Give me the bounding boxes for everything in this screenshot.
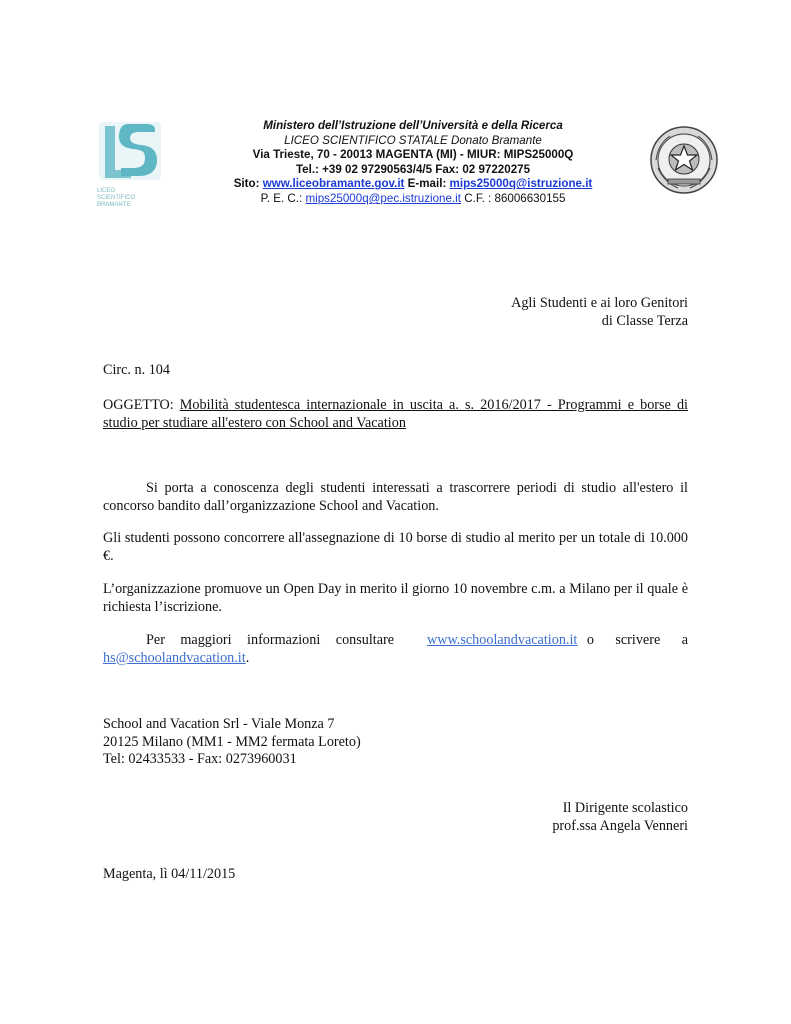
email-label: E-mail: xyxy=(407,177,447,191)
paragraph-4-prefix: Per maggiori informazioni consultare xyxy=(146,632,395,648)
pec-link[interactable]: mips25000q@pec.istruzione.it xyxy=(305,191,461,205)
paragraph-1-text: Si porta a conoscenza degli studenti interessati a trascorrere periodi di studio all'estero il concorso bandito dall’organizzazione School and Vacation. xyxy=(103,480,688,514)
circular-number: Circ. n. 104 xyxy=(103,362,170,378)
header-ministry: Ministero dell’Istruzione dell’Università e della Ricerca xyxy=(263,119,563,132)
subject xyxy=(103,397,688,432)
pec-label: P. E. C.: xyxy=(260,191,303,205)
school-logo-mark xyxy=(97,120,163,182)
recipients-line-2: di Classe Terza xyxy=(601,312,688,329)
website-link[interactable]: www.liceobramante.gov.it xyxy=(262,177,405,191)
paragraph-3 xyxy=(103,581,688,616)
signature-role: Il Dirigente scolastico xyxy=(562,800,688,816)
italian-republic-emblem xyxy=(648,124,720,196)
letterhead xyxy=(178,119,648,207)
signature-block xyxy=(388,800,688,835)
header-web-line xyxy=(178,177,648,192)
signature-name: prof.ssa Angela Venneri xyxy=(552,817,688,834)
school-logo xyxy=(97,120,167,210)
header-phone: Tel.: +39 02 97290563/4/5 Fax: 02 97220275 xyxy=(295,162,531,176)
logo-text-1: LICEO xyxy=(97,188,116,194)
paragraph-1 xyxy=(103,480,688,515)
recipients-line-1: Agli Studenti e ai loro Genitori xyxy=(511,295,688,311)
subject-label: OGGETTO: xyxy=(103,397,174,413)
paragraph-4-mid: o scrivere a xyxy=(586,632,689,648)
header-school-name: LICEO SCIENTIFICO STATALE Donato Bramante xyxy=(284,133,542,147)
header-pec-line xyxy=(178,192,648,207)
subject-text: Mobilità studentesca internazionale in uscita a. s. 2016/2017 - Programmi e borse di studio per studiare all'estero con School and Vacation xyxy=(103,397,688,431)
header-address: Via Trieste, 70 - 20013 MAGENTA (MI) - MIUR: MIPS25000Q xyxy=(252,148,574,162)
sito-label: Sito: xyxy=(233,177,260,191)
paragraph-4 xyxy=(103,632,688,667)
paragraph-2-text: Gli studenti possono concorrere all'assegnazione di 10 borse di studio al merito per un totale di 10.000 €. xyxy=(103,530,688,564)
logo-text-3: BRAMANTE xyxy=(97,202,131,208)
paragraph-3-text: L’organizzazione promuove un Open Day in merito il giorno 10 novembre c.m. a Milano per il quale è richiesta l’iscrizione. xyxy=(103,581,688,615)
address-line-2: 20125 Milano (MM1 - MM2 fermata Loreto) xyxy=(103,733,361,750)
address-line-1: School and Vacation Srl - Viale Monza 7 xyxy=(103,716,335,732)
logo-text-2: SCIENTIFICO xyxy=(97,195,136,201)
school-vacation-email-link[interactable]: hs@schoolandvacation.it xyxy=(103,649,246,666)
document-date: Magenta, lì 04/11/2015 xyxy=(103,866,236,882)
address-line-3: Tel: 02433533 - Fax: 0273960031 xyxy=(103,751,297,767)
email-link[interactable]: mips25000q@istruzione.it xyxy=(449,177,593,191)
school-vacation-website-link[interactable]: www.schoolandvacation.it xyxy=(426,632,578,648)
organization-address xyxy=(103,716,361,769)
fiscal-code: C.F. : 86006630155 xyxy=(464,191,566,205)
recipients-block xyxy=(388,295,688,330)
paragraph-2 xyxy=(103,530,688,565)
paragraph-4-end: . xyxy=(245,649,250,666)
emblem-icon xyxy=(648,124,720,196)
